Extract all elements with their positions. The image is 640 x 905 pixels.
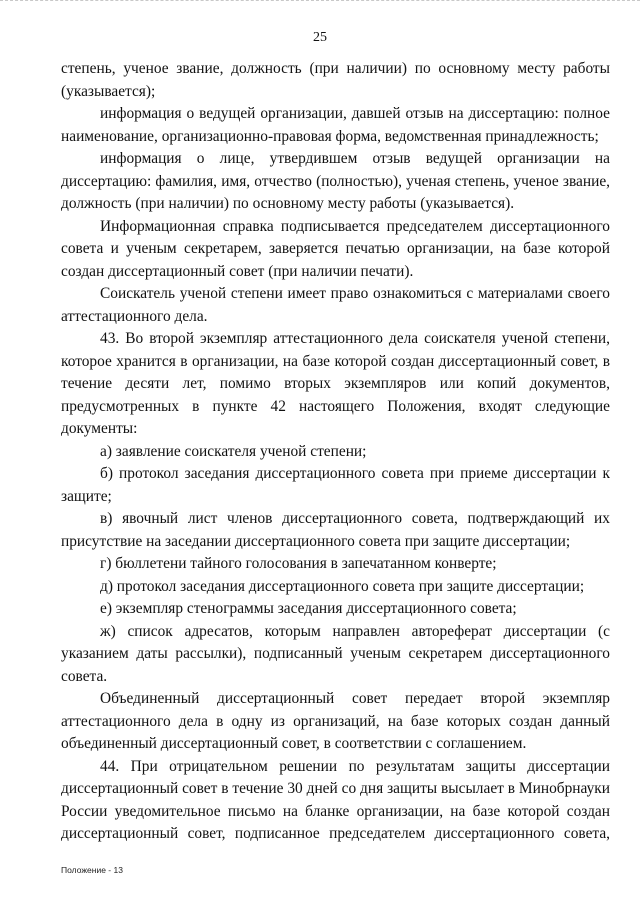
list-item: ж) список адресатов, которым направлен автореферат диссертации (с указанием даты рассылки), подписанный ученым секретарем диссертационного совета. <box>61 622 610 685</box>
footer-label: Положение - 13 <box>61 865 123 875</box>
list-item: д) протокол заседания диссертационного совета при защите диссертации; <box>100 577 585 595</box>
paragraph: Соискатель ученой степени имеет право ознакомиться с материалами своего аттестационного дела. <box>61 285 610 325</box>
list-item: а) заявление соискателя ученой степени; <box>100 442 367 460</box>
paragraph: информация о лице, утвердившем отзыв ведущей организации на диссертацию: фамилия, имя, отчество (полностью), ученая степень, ученое звание, должность (при наличии) по основному месту работы (указывается). <box>61 150 610 212</box>
paragraph: 44. При отрицательном решении по результатам защиты диссертации диссертационный совет в течение 30 дней со дня защиты высылает в Минобрнауки России уведомительное письмо на бланке организации, на базе которой создан диссертационный совет, подписанное председателем диссертационного совета, <box>61 757 610 842</box>
paragraph: степень, ученое звание, должность (при наличии) по основному месту работы (указывается); <box>61 60 610 100</box>
document-body <box>61 58 610 846</box>
list-item: в) явочный лист членов диссертационного совета, подтверждающий их присутствие на заседании диссертационного совета при защите диссертации; <box>61 510 610 550</box>
paragraph: Объединенный диссертационный совет передает второй экземпляр аттестационного дела в одну из организаций, на базе которых создан данный объединенный диссертационный совет, в соответствии с соглашением. <box>61 690 610 752</box>
scan-edge <box>0 0 640 9</box>
page-number: 25 <box>313 30 327 45</box>
list-item: г) бюллетени тайного голосования в запечатанном конверте; <box>100 555 497 572</box>
list-item: б) протокол заседания диссертационного совета при приеме диссертации к защите; <box>61 465 610 505</box>
paragraph: информация о ведущей организации, давшей отзыв на диссертацию: полное наименование, организационно-правовая форма, ведомственная принадлежность; <box>61 105 610 145</box>
paragraph: Информационная справка подписывается председателем диссертационного совета и ученым секретарем, заверяется печатью организации, на базе которой создан диссертационный совет (при наличии печати). <box>61 217 610 280</box>
paragraph: 43. Во второй экземпляр аттестационного дела соискателя ученой степени, которое хранится в организации, на базе которой создан диссертационный совет, в течение десяти лет, помимо вторых экземпляров или копий документов, предусмотренных в пункте 42 настоящего Положения, входят следующие документы: <box>61 330 610 437</box>
list-item: е) экземпляр стенограммы заседания диссертационного совета; <box>100 600 517 617</box>
